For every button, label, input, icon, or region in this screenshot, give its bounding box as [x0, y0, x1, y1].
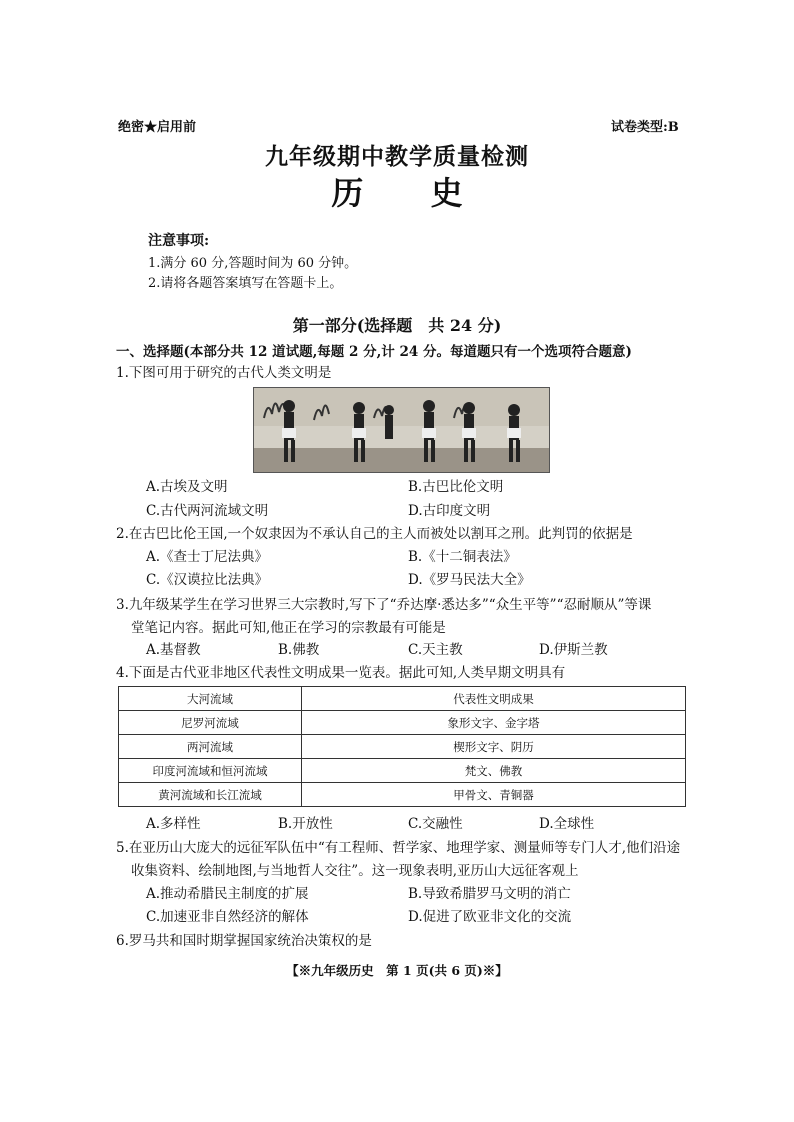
- question-1-option: C.古代两河流域文明: [146, 503, 269, 519]
- table-header: 代表性文明成果: [302, 687, 686, 711]
- question-2-option: D.《罗马民法大全》: [408, 572, 531, 588]
- question-4-option: C.交融性: [408, 816, 463, 832]
- confidential-label: 绝密★启用前: [118, 120, 197, 135]
- question-3-option: B.佛教: [278, 642, 320, 658]
- exam-title: 九年级期中教学质量检测: [265, 143, 529, 170]
- part-title: 第一部分(选择题 共 24 分): [292, 316, 502, 335]
- question-5-stem: 收集资料、绘制地图,与当地哲人交往”。这一现象表明,亚历山大远征客观上: [131, 863, 579, 879]
- question-2-stem: 2.在古巴比伦王国,一个奴隶因为不承认自己的主人而被处以割耳之刑。此判罚的依据是: [116, 526, 633, 542]
- question-1-option: D.古印度文明: [408, 503, 491, 519]
- subject-title: 历 史: [331, 174, 491, 212]
- table-cell: 象形文字、金字塔: [302, 711, 686, 735]
- question-2-option: B.《十二铜表法》: [408, 549, 517, 565]
- question-6-stem: 6.罗马共和国时期掌握国家统治决策权的是: [116, 933, 372, 949]
- question-3-stem: 3.九年级某学生在学习世界三大宗教时,写下了“乔达摩·悉达多”“众生平等”“忍耐顺从”等课: [116, 597, 652, 613]
- table-row: [119, 711, 686, 735]
- section-instructions: 一、选择题(本部分共 12 道试题,每题 2 分,计 24 分。每道题只有一个选项符合题意): [116, 344, 632, 360]
- question-5-stem: 5.在亚历山大庞大的远征军队伍中“有工程师、哲学家、地理学家、测量师等专门人才,他们沿途: [116, 840, 681, 856]
- egyptian-tomb-mural-image: [253, 387, 550, 473]
- notice-item: 2.请将各题答案填写在答题卡上。: [148, 276, 343, 291]
- table-cell: 两河流域: [119, 735, 302, 759]
- question-2-option: A.《查士丁尼法典》: [146, 549, 269, 565]
- question-3-stem: 堂笔记内容。据此可知,他正在学习的宗教最有可能是: [131, 620, 446, 636]
- table-row: [119, 735, 686, 759]
- table-header-row: [119, 687, 686, 711]
- question-3-option: C.天主教: [408, 642, 463, 658]
- question-1-option: A.古埃及文明: [146, 479, 228, 495]
- table-cell: 黄河流域和长江流域: [119, 783, 302, 807]
- question-5-option: B.导致希腊罗马文明的消亡: [408, 886, 571, 902]
- question-3-option: A.基督教: [146, 642, 201, 658]
- question-5-option: C.加速亚非自然经济的解体: [146, 909, 309, 925]
- question-4-option: D.全球性: [539, 816, 595, 832]
- table-row: [119, 759, 686, 783]
- civilization-table: [118, 686, 686, 807]
- table-cell: 尼罗河流域: [119, 711, 302, 735]
- table-cell: 甲骨文、青铜器: [302, 783, 686, 807]
- question-4-option: A.多样性: [146, 816, 201, 832]
- question-5-option: A.推动希腊民主制度的扩展: [146, 886, 309, 902]
- paper-type-label: 试卷类型:B: [611, 120, 679, 135]
- table-cell: 楔形文字、阴历: [302, 735, 686, 759]
- notice-heading: 注意事项:: [148, 233, 210, 249]
- question-3-option: D.伊斯兰教: [539, 642, 608, 658]
- table-row: [119, 783, 686, 807]
- table-header: 大河流域: [119, 687, 302, 711]
- question-4-stem: 4.下面是古代亚非地区代表性文明成果一览表。据此可知,人类早期文明具有: [116, 665, 566, 681]
- page-footer: 【※九年级历史 第 1 页(共 6 页)※】: [286, 963, 508, 978]
- table-cell: 梵文、佛教: [302, 759, 686, 783]
- question-2-option: C.《汉谟拉比法典》: [146, 572, 269, 588]
- question-5-option: D.促进了欧亚非文化的交流: [408, 909, 572, 925]
- question-4-option: B.开放性: [278, 816, 333, 832]
- table-cell: 印度河流域和恒河流域: [119, 759, 302, 783]
- question-1-stem: 1.下图可用于研究的古代人类文明是: [116, 365, 332, 381]
- question-1-option: B.古巴比伦文明: [408, 479, 504, 495]
- notice-item: 1.满分 60 分,答题时间为 60 分钟。: [148, 256, 358, 271]
